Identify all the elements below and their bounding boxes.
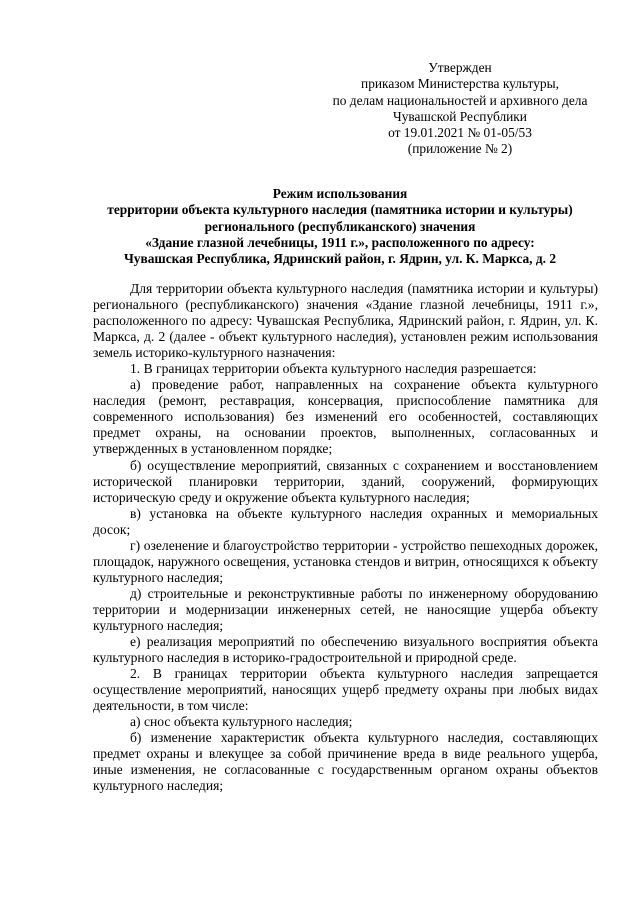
body-paragraph: в) установка на объекте культурного наследия охранных и мемориальных досок; bbox=[93, 505, 598, 537]
approval-line: по делам национальностей и архивного дела bbox=[332, 92, 588, 108]
approval-line: Утвержден bbox=[428, 60, 492, 75]
title-line: «Здание глазной лечебницы, 1911 г.», расположенного по адресу: bbox=[145, 234, 535, 250]
title-line: Чувашская Республика, Ядринский район, г. Ядрин, ул. К. Маркса, д. 2 bbox=[123, 251, 557, 267]
title-line: территории объекта культурного наследия (памятника истории и культуры) bbox=[107, 202, 573, 218]
approval-line: Чувашской Республики bbox=[393, 108, 527, 124]
body-paragraph: д) строительные и реконструктивные работы по инженерному оборудованию территории и модернизации инженерных сетей, не наносящие ущерба объекту культурного наследия; bbox=[93, 585, 598, 633]
document-title bbox=[60, 186, 620, 267]
body-paragraph: б) изменение характеристик объекта культурного наследия, составляющих предмет охраны и влекущее за собой причинение вреда в виде реального ущерба, иные изменения, не согласованные с государственным органом охраны объектов культурного наследия; bbox=[93, 730, 598, 794]
approval-line: приказом Министерства культуры, bbox=[361, 76, 559, 92]
approval-line: от 19.01.2021 № 01-05/53 bbox=[388, 125, 532, 141]
body-paragraph: г) озеленение и благоустройство территории - устройство пешеходных дорожек, площадок, наружного освещения, установка стендов и витрин, относящихся к объекту культурного наследия; bbox=[93, 537, 598, 585]
body-paragraph: 2. В границах территории объекта культурного наследия запрещается осуществление мероприятий, наносящих ущерб предмету охраны при любых видах деятельности, в том числе: bbox=[93, 666, 598, 714]
body-paragraph: а) проведение работ, направленных на сохранение объекта культурного наследия (ремонт, реставрация, консервация, приспособление памятника для современного использования) без изменений его особенностей, составляющих предмет охраны, на основании проектов, выполненных, согласованных и утвержденных в установленном порядке; bbox=[93, 377, 598, 457]
document-body bbox=[93, 281, 598, 795]
title-line: Режим использования bbox=[272, 186, 408, 201]
body-paragraph: Для территории объекта культурного наследия (памятника истории и культуры) регионального (республиканского) значения «Здание глазной лечебницы, 1911 г.», расположенного по адресу: Чувашская Республика, Ядринский район, г. Ядрин, ул. К. Маркса, д. 2 (далее - объект культурного наследия), установлен режим использования земель историко-культурного назначения: bbox=[93, 281, 598, 361]
approval-line: (приложение № 2) bbox=[407, 141, 513, 157]
title-line: регионального (республиканского) значения bbox=[204, 218, 476, 234]
approval-stamp-block bbox=[300, 60, 620, 158]
body-paragraph: а) снос объекта культурного наследия; bbox=[130, 714, 353, 730]
body-paragraph: 1. В границах территории объекта культурного наследия разрешается: bbox=[130, 361, 537, 377]
body-paragraph: б) осуществление мероприятий, связанных с сохранением и восстановлением исторической планировки территории, зданий, сооружений, формирующих историческую среду и окружение объекта культурного наследия; bbox=[93, 457, 598, 505]
body-paragraph: е) реализация мероприятий по обеспечению визуального восприятия объекта культурного наследия в историко-градостроительной и природной среде. bbox=[93, 634, 598, 666]
